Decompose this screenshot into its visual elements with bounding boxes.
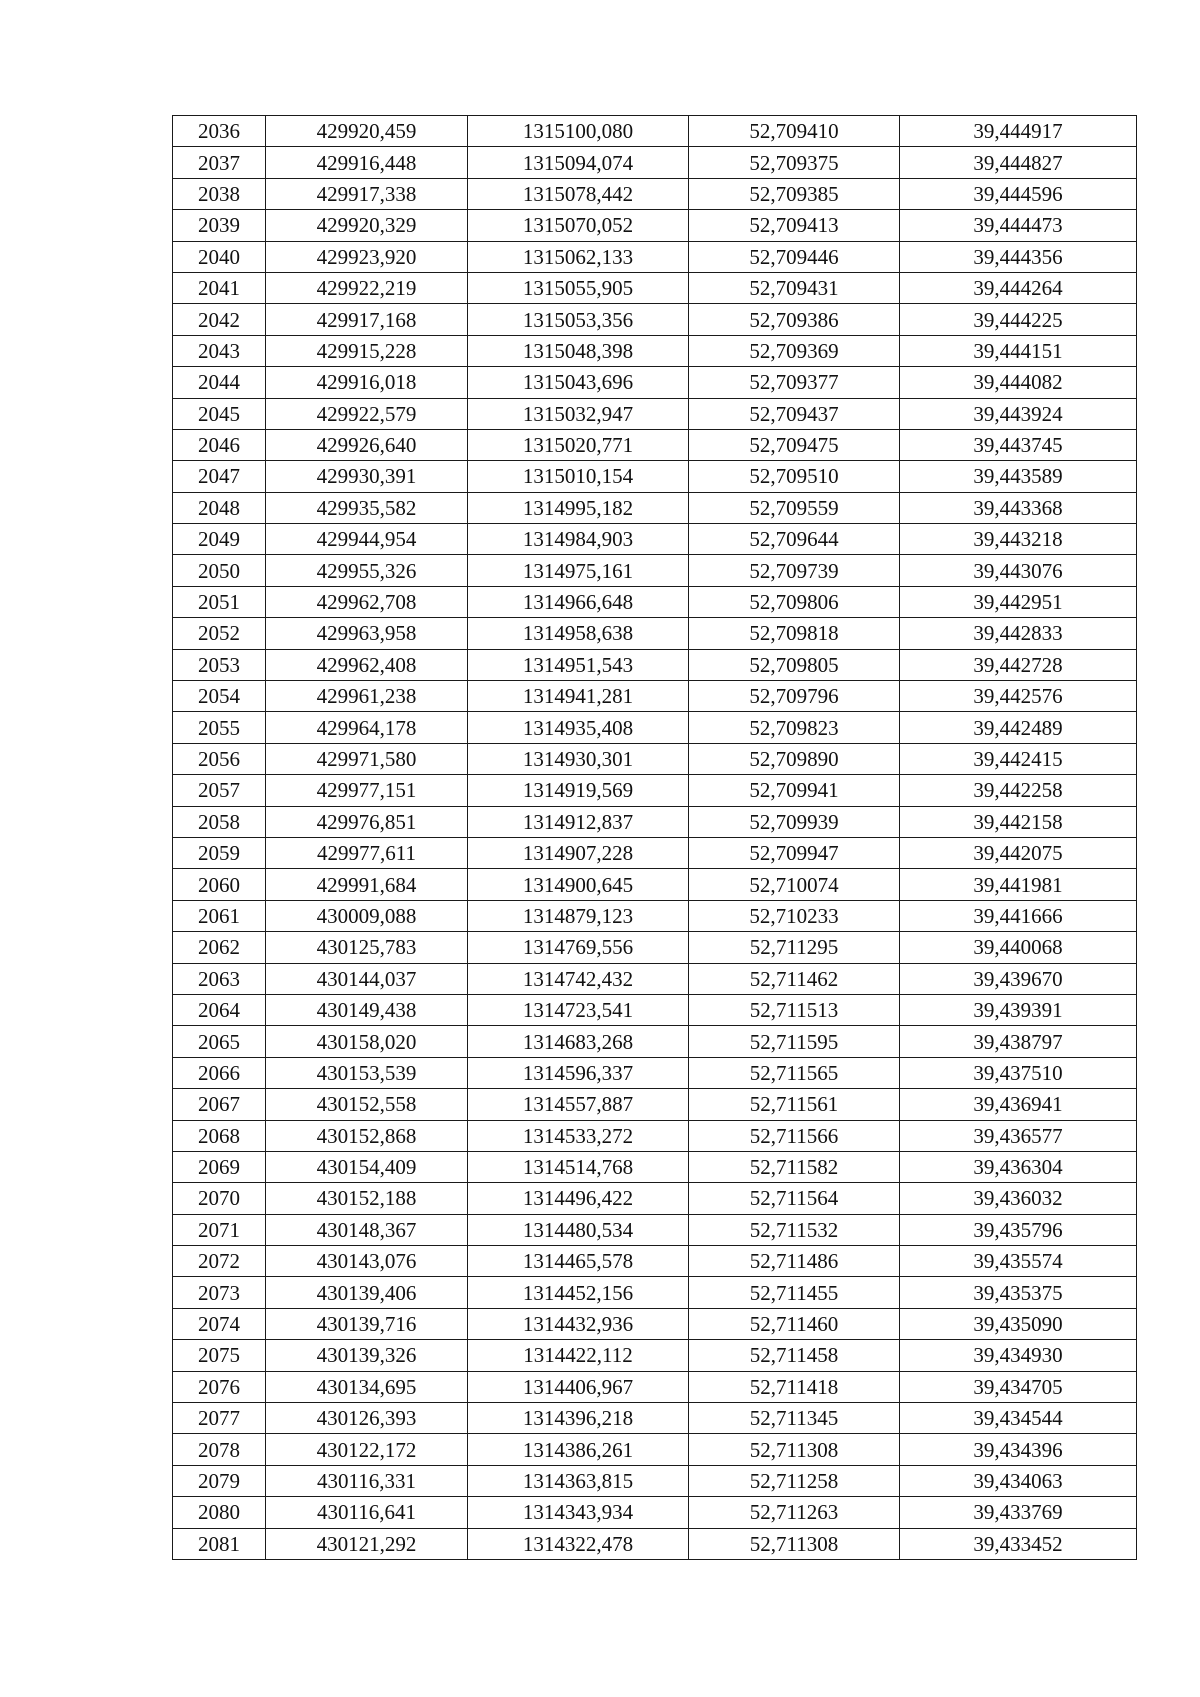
longitude-cell: 39,444264 — [900, 272, 1137, 303]
y-coordinate-cell: 1314396,218 — [468, 1403, 689, 1434]
table-row — [173, 1089, 1137, 1120]
y-coordinate-cell: 1314975,161 — [468, 555, 689, 586]
latitude-cell: 52,711460 — [689, 1308, 900, 1339]
longitude-cell: 39,442158 — [900, 806, 1137, 837]
y-coordinate-cell: 1315053,356 — [468, 304, 689, 335]
table-row — [173, 147, 1137, 178]
table-row — [173, 743, 1137, 774]
y-coordinate-cell: 1314742,432 — [468, 963, 689, 994]
y-coordinate-cell: 1314386,261 — [468, 1434, 689, 1465]
x-coordinate-cell: 430139,716 — [266, 1308, 468, 1339]
x-coordinate-cell: 430149,438 — [266, 994, 468, 1025]
latitude-cell: 52,709806 — [689, 586, 900, 617]
longitude-cell: 39,444356 — [900, 241, 1137, 272]
table-row — [173, 210, 1137, 241]
longitude-cell: 39,443589 — [900, 461, 1137, 492]
table-row — [173, 1403, 1137, 1434]
point-number-cell: 2039 — [173, 210, 266, 241]
table-row — [173, 712, 1137, 743]
y-coordinate-cell: 1314480,534 — [468, 1214, 689, 1245]
longitude-cell: 39,442489 — [900, 712, 1137, 743]
x-coordinate-cell: 430139,406 — [266, 1277, 468, 1308]
table-row — [173, 586, 1137, 617]
table-row — [173, 1340, 1137, 1371]
x-coordinate-cell: 430009,088 — [266, 900, 468, 931]
longitude-cell: 39,439391 — [900, 994, 1137, 1025]
latitude-cell: 52,711582 — [689, 1151, 900, 1182]
table-row — [173, 1151, 1137, 1182]
x-coordinate-cell: 430139,326 — [266, 1340, 468, 1371]
latitude-cell: 52,709510 — [689, 461, 900, 492]
point-number-cell: 2036 — [173, 116, 266, 147]
x-coordinate-cell: 429962,408 — [266, 649, 468, 680]
table-row — [173, 1246, 1137, 1277]
point-number-cell: 2069 — [173, 1151, 266, 1182]
coordinates-table-body — [173, 116, 1137, 1560]
table-row — [173, 335, 1137, 366]
y-coordinate-cell: 1314452,156 — [468, 1277, 689, 1308]
latitude-cell: 52,711513 — [689, 994, 900, 1025]
latitude-cell: 52,709413 — [689, 210, 900, 241]
latitude-cell: 52,711595 — [689, 1026, 900, 1057]
latitude-cell: 52,711566 — [689, 1120, 900, 1151]
y-coordinate-cell: 1314995,182 — [468, 492, 689, 523]
x-coordinate-cell: 429964,178 — [266, 712, 468, 743]
x-coordinate-cell: 430152,188 — [266, 1183, 468, 1214]
longitude-cell: 39,437510 — [900, 1057, 1137, 1088]
table-row — [173, 1371, 1137, 1402]
y-coordinate-cell: 1314557,887 — [468, 1089, 689, 1120]
table-row — [173, 900, 1137, 931]
longitude-cell: 39,442258 — [900, 775, 1137, 806]
y-coordinate-cell: 1314919,569 — [468, 775, 689, 806]
latitude-cell: 52,709375 — [689, 147, 900, 178]
longitude-cell: 39,433452 — [900, 1528, 1137, 1559]
x-coordinate-cell: 429977,151 — [266, 775, 468, 806]
latitude-cell: 52,709805 — [689, 649, 900, 680]
y-coordinate-cell: 1315043,696 — [468, 367, 689, 398]
x-coordinate-cell: 430121,292 — [266, 1528, 468, 1559]
longitude-cell: 39,444225 — [900, 304, 1137, 335]
y-coordinate-cell: 1314363,815 — [468, 1465, 689, 1496]
point-number-cell: 2050 — [173, 555, 266, 586]
longitude-cell: 39,434544 — [900, 1403, 1137, 1434]
y-coordinate-cell: 1314422,112 — [468, 1340, 689, 1371]
table-row — [173, 681, 1137, 712]
x-coordinate-cell: 430122,172 — [266, 1434, 468, 1465]
longitude-cell: 39,444082 — [900, 367, 1137, 398]
longitude-cell: 39,444827 — [900, 147, 1137, 178]
table-row — [173, 555, 1137, 586]
longitude-cell: 39,443924 — [900, 398, 1137, 429]
point-number-cell: 2076 — [173, 1371, 266, 1402]
latitude-cell: 52,711455 — [689, 1277, 900, 1308]
point-number-cell: 2077 — [173, 1403, 266, 1434]
y-coordinate-cell: 1314596,337 — [468, 1057, 689, 1088]
longitude-cell: 39,435090 — [900, 1308, 1137, 1339]
x-coordinate-cell: 430144,037 — [266, 963, 468, 994]
longitude-cell: 39,436941 — [900, 1089, 1137, 1120]
y-coordinate-cell: 1314432,936 — [468, 1308, 689, 1339]
point-number-cell: 2043 — [173, 335, 266, 366]
table-row — [173, 994, 1137, 1025]
latitude-cell: 52,709369 — [689, 335, 900, 366]
y-coordinate-cell: 1315078,442 — [468, 178, 689, 209]
x-coordinate-cell: 430116,641 — [266, 1497, 468, 1528]
y-coordinate-cell: 1315094,074 — [468, 147, 689, 178]
point-number-cell: 2048 — [173, 492, 266, 523]
table-row — [173, 367, 1137, 398]
x-coordinate-cell: 430134,695 — [266, 1371, 468, 1402]
x-coordinate-cell: 429923,920 — [266, 241, 468, 272]
y-coordinate-cell: 1315062,133 — [468, 241, 689, 272]
longitude-cell: 39,444596 — [900, 178, 1137, 209]
latitude-cell: 52,711263 — [689, 1497, 900, 1528]
y-coordinate-cell: 1314769,556 — [468, 932, 689, 963]
y-coordinate-cell: 1315070,052 — [468, 210, 689, 241]
x-coordinate-cell: 430143,076 — [266, 1246, 468, 1277]
y-coordinate-cell: 1314496,422 — [468, 1183, 689, 1214]
x-coordinate-cell: 429926,640 — [266, 429, 468, 460]
longitude-cell: 39,442833 — [900, 618, 1137, 649]
latitude-cell: 52,709386 — [689, 304, 900, 335]
point-number-cell: 2074 — [173, 1308, 266, 1339]
point-number-cell: 2065 — [173, 1026, 266, 1057]
point-number-cell: 2052 — [173, 618, 266, 649]
point-number-cell: 2038 — [173, 178, 266, 209]
x-coordinate-cell: 429991,684 — [266, 869, 468, 900]
longitude-cell: 39,435375 — [900, 1277, 1137, 1308]
point-number-cell: 2044 — [173, 367, 266, 398]
table-row — [173, 178, 1137, 209]
x-coordinate-cell: 429963,958 — [266, 618, 468, 649]
table-row — [173, 1277, 1137, 1308]
table-row — [173, 1214, 1137, 1245]
latitude-cell: 52,711418 — [689, 1371, 900, 1402]
point-number-cell: 2066 — [173, 1057, 266, 1088]
latitude-cell: 52,710233 — [689, 900, 900, 931]
point-number-cell: 2037 — [173, 147, 266, 178]
latitude-cell: 52,709446 — [689, 241, 900, 272]
table-row — [173, 837, 1137, 868]
point-number-cell: 2042 — [173, 304, 266, 335]
longitude-cell: 39,436032 — [900, 1183, 1137, 1214]
table-row — [173, 1528, 1137, 1559]
latitude-cell: 52,709939 — [689, 806, 900, 837]
y-coordinate-cell: 1315100,080 — [468, 116, 689, 147]
table-row — [173, 1434, 1137, 1465]
y-coordinate-cell: 1314935,408 — [468, 712, 689, 743]
latitude-cell: 52,709941 — [689, 775, 900, 806]
point-number-cell: 2072 — [173, 1246, 266, 1277]
longitude-cell: 39,443368 — [900, 492, 1137, 523]
y-coordinate-cell: 1314966,648 — [468, 586, 689, 617]
longitude-cell: 39,439670 — [900, 963, 1137, 994]
x-coordinate-cell: 429961,238 — [266, 681, 468, 712]
x-coordinate-cell: 430125,783 — [266, 932, 468, 963]
longitude-cell: 39,434705 — [900, 1371, 1137, 1402]
x-coordinate-cell: 430152,558 — [266, 1089, 468, 1120]
y-coordinate-cell: 1314930,301 — [468, 743, 689, 774]
latitude-cell: 52,709431 — [689, 272, 900, 303]
longitude-cell: 39,444473 — [900, 210, 1137, 241]
point-number-cell: 2049 — [173, 524, 266, 555]
table-row — [173, 398, 1137, 429]
x-coordinate-cell: 429944,954 — [266, 524, 468, 555]
point-number-cell: 2073 — [173, 1277, 266, 1308]
point-number-cell: 2068 — [173, 1120, 266, 1151]
point-number-cell: 2061 — [173, 900, 266, 931]
x-coordinate-cell: 429962,708 — [266, 586, 468, 617]
y-coordinate-cell: 1315048,398 — [468, 335, 689, 366]
x-coordinate-cell: 430148,367 — [266, 1214, 468, 1245]
x-coordinate-cell: 429922,219 — [266, 272, 468, 303]
point-number-cell: 2071 — [173, 1214, 266, 1245]
table-row — [173, 1497, 1137, 1528]
point-number-cell: 2075 — [173, 1340, 266, 1371]
point-number-cell: 2067 — [173, 1089, 266, 1120]
point-number-cell: 2064 — [173, 994, 266, 1025]
longitude-cell: 39,436577 — [900, 1120, 1137, 1151]
point-number-cell: 2058 — [173, 806, 266, 837]
x-coordinate-cell: 429930,391 — [266, 461, 468, 492]
x-coordinate-cell: 430153,539 — [266, 1057, 468, 1088]
y-coordinate-cell: 1314941,281 — [468, 681, 689, 712]
latitude-cell: 52,709823 — [689, 712, 900, 743]
point-number-cell: 2045 — [173, 398, 266, 429]
table-row — [173, 869, 1137, 900]
latitude-cell: 52,711308 — [689, 1434, 900, 1465]
table-row — [173, 429, 1137, 460]
x-coordinate-cell: 429922,579 — [266, 398, 468, 429]
latitude-cell: 52,710074 — [689, 869, 900, 900]
latitude-cell: 52,711295 — [689, 932, 900, 963]
table-row — [173, 524, 1137, 555]
table-row — [173, 775, 1137, 806]
latitude-cell: 52,709739 — [689, 555, 900, 586]
y-coordinate-cell: 1314683,268 — [468, 1026, 689, 1057]
longitude-cell: 39,443076 — [900, 555, 1137, 586]
y-coordinate-cell: 1315032,947 — [468, 398, 689, 429]
longitude-cell: 39,443745 — [900, 429, 1137, 460]
latitude-cell: 52,709437 — [689, 398, 900, 429]
y-coordinate-cell: 1314958,638 — [468, 618, 689, 649]
x-coordinate-cell: 429935,582 — [266, 492, 468, 523]
longitude-cell: 39,444917 — [900, 116, 1137, 147]
point-number-cell: 2046 — [173, 429, 266, 460]
point-number-cell: 2057 — [173, 775, 266, 806]
latitude-cell: 52,711458 — [689, 1340, 900, 1371]
x-coordinate-cell: 430116,331 — [266, 1465, 468, 1496]
x-coordinate-cell: 429976,851 — [266, 806, 468, 837]
y-coordinate-cell: 1314951,543 — [468, 649, 689, 680]
longitude-cell: 39,442075 — [900, 837, 1137, 868]
point-number-cell: 2080 — [173, 1497, 266, 1528]
latitude-cell: 52,709377 — [689, 367, 900, 398]
table-row — [173, 461, 1137, 492]
point-number-cell: 2062 — [173, 932, 266, 963]
table-row — [173, 963, 1137, 994]
table-row — [173, 1183, 1137, 1214]
y-coordinate-cell: 1314533,272 — [468, 1120, 689, 1151]
longitude-cell: 39,433769 — [900, 1497, 1137, 1528]
table-row — [173, 1026, 1137, 1057]
longitude-cell: 39,434930 — [900, 1340, 1137, 1371]
latitude-cell: 52,711345 — [689, 1403, 900, 1434]
y-coordinate-cell: 1315010,154 — [468, 461, 689, 492]
x-coordinate-cell: 430154,409 — [266, 1151, 468, 1182]
y-coordinate-cell: 1314900,645 — [468, 869, 689, 900]
y-coordinate-cell: 1314723,541 — [468, 994, 689, 1025]
longitude-cell: 39,442576 — [900, 681, 1137, 712]
latitude-cell: 52,711565 — [689, 1057, 900, 1088]
table-row — [173, 116, 1137, 147]
y-coordinate-cell: 1314406,967 — [468, 1371, 689, 1402]
longitude-cell: 39,443218 — [900, 524, 1137, 555]
latitude-cell: 52,711561 — [689, 1089, 900, 1120]
latitude-cell: 52,709385 — [689, 178, 900, 209]
table-row — [173, 932, 1137, 963]
table-row — [173, 272, 1137, 303]
longitude-cell: 39,442951 — [900, 586, 1137, 617]
table-row — [173, 1465, 1137, 1496]
latitude-cell: 52,711462 — [689, 963, 900, 994]
latitude-cell: 52,709818 — [689, 618, 900, 649]
latitude-cell: 52,709890 — [689, 743, 900, 774]
point-number-cell: 2056 — [173, 743, 266, 774]
x-coordinate-cell: 429916,018 — [266, 367, 468, 398]
table-row — [173, 806, 1137, 837]
y-coordinate-cell: 1314322,478 — [468, 1528, 689, 1559]
x-coordinate-cell: 430152,868 — [266, 1120, 468, 1151]
y-coordinate-cell: 1314879,123 — [468, 900, 689, 931]
y-coordinate-cell: 1315020,771 — [468, 429, 689, 460]
latitude-cell: 52,709475 — [689, 429, 900, 460]
latitude-cell: 52,709559 — [689, 492, 900, 523]
longitude-cell: 39,441981 — [900, 869, 1137, 900]
point-number-cell: 2060 — [173, 869, 266, 900]
longitude-cell: 39,441666 — [900, 900, 1137, 931]
latitude-cell: 52,711486 — [689, 1246, 900, 1277]
point-number-cell: 2063 — [173, 963, 266, 994]
latitude-cell: 52,711308 — [689, 1528, 900, 1559]
point-number-cell: 2047 — [173, 461, 266, 492]
longitude-cell: 39,434063 — [900, 1465, 1137, 1496]
longitude-cell: 39,435796 — [900, 1214, 1137, 1245]
x-coordinate-cell: 429917,338 — [266, 178, 468, 209]
latitude-cell: 52,709796 — [689, 681, 900, 712]
table-row — [173, 618, 1137, 649]
y-coordinate-cell: 1314343,934 — [468, 1497, 689, 1528]
y-coordinate-cell: 1314907,228 — [468, 837, 689, 868]
coordinates-table — [172, 115, 1137, 1560]
x-coordinate-cell: 429920,329 — [266, 210, 468, 241]
y-coordinate-cell: 1314514,768 — [468, 1151, 689, 1182]
longitude-cell: 39,442728 — [900, 649, 1137, 680]
latitude-cell: 52,709410 — [689, 116, 900, 147]
y-coordinate-cell: 1314465,578 — [468, 1246, 689, 1277]
y-coordinate-cell: 1314912,837 — [468, 806, 689, 837]
longitude-cell: 39,436304 — [900, 1151, 1137, 1182]
table-row — [173, 304, 1137, 335]
x-coordinate-cell: 429920,459 — [266, 116, 468, 147]
point-number-cell: 2055 — [173, 712, 266, 743]
y-coordinate-cell: 1315055,905 — [468, 272, 689, 303]
longitude-cell: 39,442415 — [900, 743, 1137, 774]
point-number-cell: 2054 — [173, 681, 266, 712]
longitude-cell: 39,440068 — [900, 932, 1137, 963]
x-coordinate-cell: 429977,611 — [266, 837, 468, 868]
point-number-cell: 2079 — [173, 1465, 266, 1496]
x-coordinate-cell: 430126,393 — [266, 1403, 468, 1434]
x-coordinate-cell: 429917,168 — [266, 304, 468, 335]
longitude-cell: 39,438797 — [900, 1026, 1137, 1057]
point-number-cell: 2059 — [173, 837, 266, 868]
point-number-cell: 2081 — [173, 1528, 266, 1559]
x-coordinate-cell: 429915,228 — [266, 335, 468, 366]
point-number-cell: 2070 — [173, 1183, 266, 1214]
longitude-cell: 39,435574 — [900, 1246, 1137, 1277]
point-number-cell: 2078 — [173, 1434, 266, 1465]
x-coordinate-cell: 429971,580 — [266, 743, 468, 774]
table-row — [173, 241, 1137, 272]
y-coordinate-cell: 1314984,903 — [468, 524, 689, 555]
x-coordinate-cell: 430158,020 — [266, 1026, 468, 1057]
latitude-cell: 52,711532 — [689, 1214, 900, 1245]
longitude-cell: 39,444151 — [900, 335, 1137, 366]
table-row — [173, 492, 1137, 523]
latitude-cell: 52,711258 — [689, 1465, 900, 1496]
longitude-cell: 39,434396 — [900, 1434, 1137, 1465]
latitude-cell: 52,709644 — [689, 524, 900, 555]
x-coordinate-cell: 429916,448 — [266, 147, 468, 178]
table-row — [173, 1120, 1137, 1151]
point-number-cell: 2040 — [173, 241, 266, 272]
point-number-cell: 2053 — [173, 649, 266, 680]
x-coordinate-cell: 429955,326 — [266, 555, 468, 586]
latitude-cell: 52,709947 — [689, 837, 900, 868]
table-row — [173, 1308, 1137, 1339]
table-row — [173, 649, 1137, 680]
point-number-cell: 2051 — [173, 586, 266, 617]
point-number-cell: 2041 — [173, 272, 266, 303]
table-row — [173, 1057, 1137, 1088]
latitude-cell: 52,711564 — [689, 1183, 900, 1214]
